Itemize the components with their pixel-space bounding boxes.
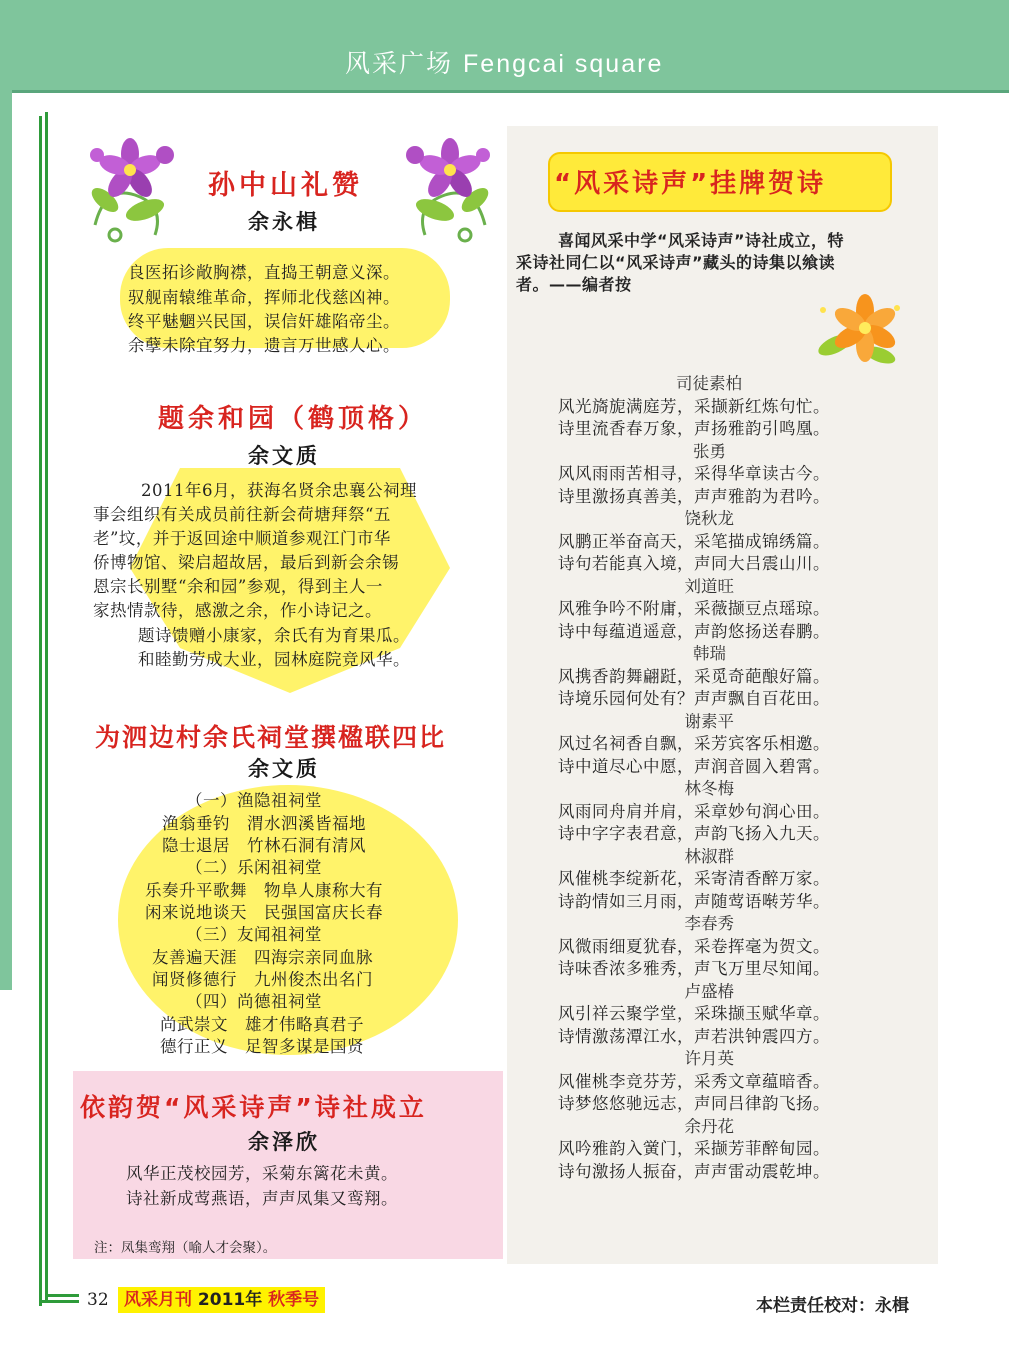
right-poem-line: 风微雨细夏犹春，采卷挥毫为贺文。 <box>558 936 830 956</box>
poem3-line: 闻贤修德行 九州俊杰出名门 <box>152 970 373 989</box>
right-poem-author: 林冬梅 <box>684 779 734 798</box>
poem3-line: 渔翁垂钓 渭水泗溪皆福地 <box>162 814 366 833</box>
poem3-line: （一）渔隐祖祠堂 <box>186 791 322 810</box>
header-title <box>345 44 663 80</box>
poem4-author: 余泽欣 <box>248 1130 320 1154</box>
publication-season: 秋季号 <box>268 1290 320 1310</box>
poem4-line: 风华正茂校园芳，采菊东篱花未黄。 <box>126 1164 398 1183</box>
right-poem-author: 饶秋龙 <box>684 509 734 528</box>
frame-line <box>45 1294 79 1297</box>
poem4-line: 诗社新成莺燕语，声声凤集又鸾翔。 <box>126 1189 398 1208</box>
right-poem-line: 诗里激扬真善美，声声雅韵为君吟。 <box>558 486 830 506</box>
poem3-line: 友善遍天涯 四海宗亲同血脉 <box>152 948 373 967</box>
right-poem-line: 风风雨雨苦相寻，采得华章读古今。 <box>558 464 830 483</box>
header-band <box>0 0 1009 93</box>
right-poem-author: 刘道旺 <box>684 576 734 596</box>
flower-decoration-left-icon <box>85 125 185 245</box>
right-poem-line: 诗句激扬人振奋，声声雷动震乾坤。 <box>558 1161 830 1181</box>
publication-name: 风采月刊 <box>124 1290 192 1310</box>
header-title-cn: 风采广场 <box>345 49 454 78</box>
poem2-prose-line: 家热情款待，感激之余，作小诗记之。 <box>93 601 382 620</box>
frame-line <box>39 116 42 1306</box>
right-poem-line: 风雅争吟不附庸，采薇撷豆点瑶琼。 <box>558 599 830 618</box>
right-poem-author: 谢素平 <box>684 711 734 731</box>
right-poem-line: 风携香韵舞翩跹，采觅奇葩酿好篇。 <box>558 666 830 686</box>
poem1-line: 良医拓诊敞胸襟，直捣王朝意义深。 <box>128 263 400 282</box>
right-poem-author: 林淑群 <box>684 846 734 866</box>
poem3-line: 尚武崇文 雄才伟略真君子 <box>160 1015 364 1034</box>
right-poem-line: 风催桃李绽新花，采寄清香醉万家。 <box>558 869 830 888</box>
right-poem-line: 诗中每蕴逍遥意，声韵悠扬送春鹏。 <box>558 621 830 641</box>
header-title-en: Fengcai square <box>463 50 664 78</box>
poem1-line: 驭舰南辕维革命，挥师北伐慈凶神。 <box>128 288 400 307</box>
right-poem-line: 诗梦悠悠驰远志，声同吕律韵飞扬。 <box>558 1094 830 1113</box>
poem1-title: 孙中山礼赞 <box>208 170 363 201</box>
right-poem-line: 风雨同舟肩并肩，采章妙句润心田。 <box>558 801 830 821</box>
right-poem-author: 司徒素柏 <box>676 374 742 393</box>
right-poem-line: 诗韵情如三月雨，声随莺语啭芳华。 <box>558 891 830 911</box>
right-poem-line: 风吟雅韵入黉门，采撷芳菲醉甸园。 <box>558 1139 830 1158</box>
poem2-prose-line: 侨博物馆、梁启超故居，最后到新会余锡 <box>93 553 399 572</box>
right-poem-author: 许月英 <box>684 1049 734 1068</box>
right-poem-line: 风鹏正举奋高天，采笔描成锦绣篇。 <box>558 531 830 551</box>
right-poem-line: 风过名祠香自飘，采芳宾客乐相邀。 <box>558 734 830 753</box>
poem3-line: 隐士退居 竹林石洞有清风 <box>162 836 366 855</box>
poem1-author: 余永楫 <box>248 210 320 234</box>
publication-year: 2011年 <box>197 1290 263 1310</box>
publication-label <box>118 1287 325 1313</box>
poem2-prose-line: 恩宗长别墅“余和园”参观，得到主人一 <box>93 577 383 596</box>
right-poem-line: 诗里流香春万象，声扬雅韵引鸣凰。 <box>558 419 830 438</box>
right-intro-line: 采诗社同仁以“风采诗声”藏头的诗集以飨读 <box>516 253 836 272</box>
flower-decoration-right-icon <box>395 125 495 245</box>
right-poem-line: 诗中道尽心中愿，声润音圆入碧霄。 <box>558 756 830 776</box>
right-poem-line: 诗情激荡潭江水，声若洪钟震四方。 <box>558 1026 830 1046</box>
right-poem-author: 张勇 <box>693 441 726 461</box>
poem2-prose-line: 事会组织有关成员前往新会荷塘拜祭“五 <box>93 505 391 524</box>
right-intro-line: 喜闻风采中学“风采诗声”诗社成立，特 <box>558 231 845 250</box>
poem3-line: 德行正义 足智多谋是国贤 <box>160 1037 364 1056</box>
right-poem-author: 卢盛椿 <box>684 981 734 1001</box>
page-number: 32 <box>87 1290 109 1310</box>
poem4-title: 依韵贺“风采诗声”诗社成立 <box>80 1093 427 1122</box>
poem3-line: （三）友闻祖祠堂 <box>186 925 322 944</box>
orange-flower-icon <box>815 290 905 370</box>
poem3-line: （四）尚德祖祠堂 <box>186 992 322 1011</box>
right-poem-line: 诗境乐园何处有？声声飘自百花田。 <box>558 689 830 708</box>
poem3-title: 为泗边村余氏祠堂撰楹联四比 <box>95 723 447 752</box>
poem4-note: 注：凤集鸾翔（喻人才会聚）。 <box>94 1240 277 1256</box>
right-poem-line: 风光旖旎满庭芳，采撷新红炼句忙。 <box>558 396 830 416</box>
poem2-author: 余文质 <box>248 444 320 468</box>
proofreader: 本栏责任校对：永楫 <box>756 1296 909 1316</box>
poem2-line: 和睦勤劳成大业，园林庭院竞风华。 <box>138 650 410 669</box>
frame-line <box>39 1300 79 1303</box>
right-poem-line: 风催桃李竞芬芳，采秀文章蕴暗香。 <box>558 1071 830 1091</box>
right-poem-author: 李春秀 <box>684 914 734 933</box>
poem2-line: 题诗馈赠小康家，余氏有为育果瓜。 <box>138 626 410 645</box>
right-poem-line: 风引祥云聚学堂，采珠撷玉赋华章。 <box>558 1004 830 1023</box>
frame-line <box>45 112 48 1302</box>
right-intro-line: 者。——编者按 <box>516 275 632 294</box>
poem1-line: 余孽未除宜努力，遗言万世感人心。 <box>128 336 400 355</box>
right-poem-line: 诗味香浓多雅秀，声飞万里尽知闻。 <box>558 959 830 978</box>
left-green-strip <box>0 90 12 990</box>
poem3-line: （二）乐闲祖祠堂 <box>186 858 322 877</box>
poem2-title: 题余和园（鹤顶格） <box>158 404 429 434</box>
poem3-line: 闲来说地谈天 民强国富庆长春 <box>145 903 383 922</box>
right-poem-author: 余丹花 <box>684 1116 734 1136</box>
poem2-prose-line: 2011年6月，获海名贤余忠襄公祠理 <box>141 481 417 500</box>
right-title: “风采诗声”挂牌贺诗 <box>554 169 827 199</box>
poem1-line: 终平魅魍兴民国，误信奸雄陷帝尘。 <box>128 312 400 331</box>
poem3-author: 余文质 <box>248 757 320 781</box>
right-poem-line: 诗句若能真入境，声同大吕震山川。 <box>558 554 830 573</box>
right-poem-line: 诗中字字表君意，声韵飞扬入九天。 <box>558 824 830 843</box>
right-poem-author: 韩瑞 <box>693 644 726 663</box>
poem3-line: 乐奏升平歌舞 物阜人康称大有 <box>145 881 383 900</box>
poem2-prose-line: 老”坟，并于返回途中顺道参观江门市华 <box>93 529 391 548</box>
